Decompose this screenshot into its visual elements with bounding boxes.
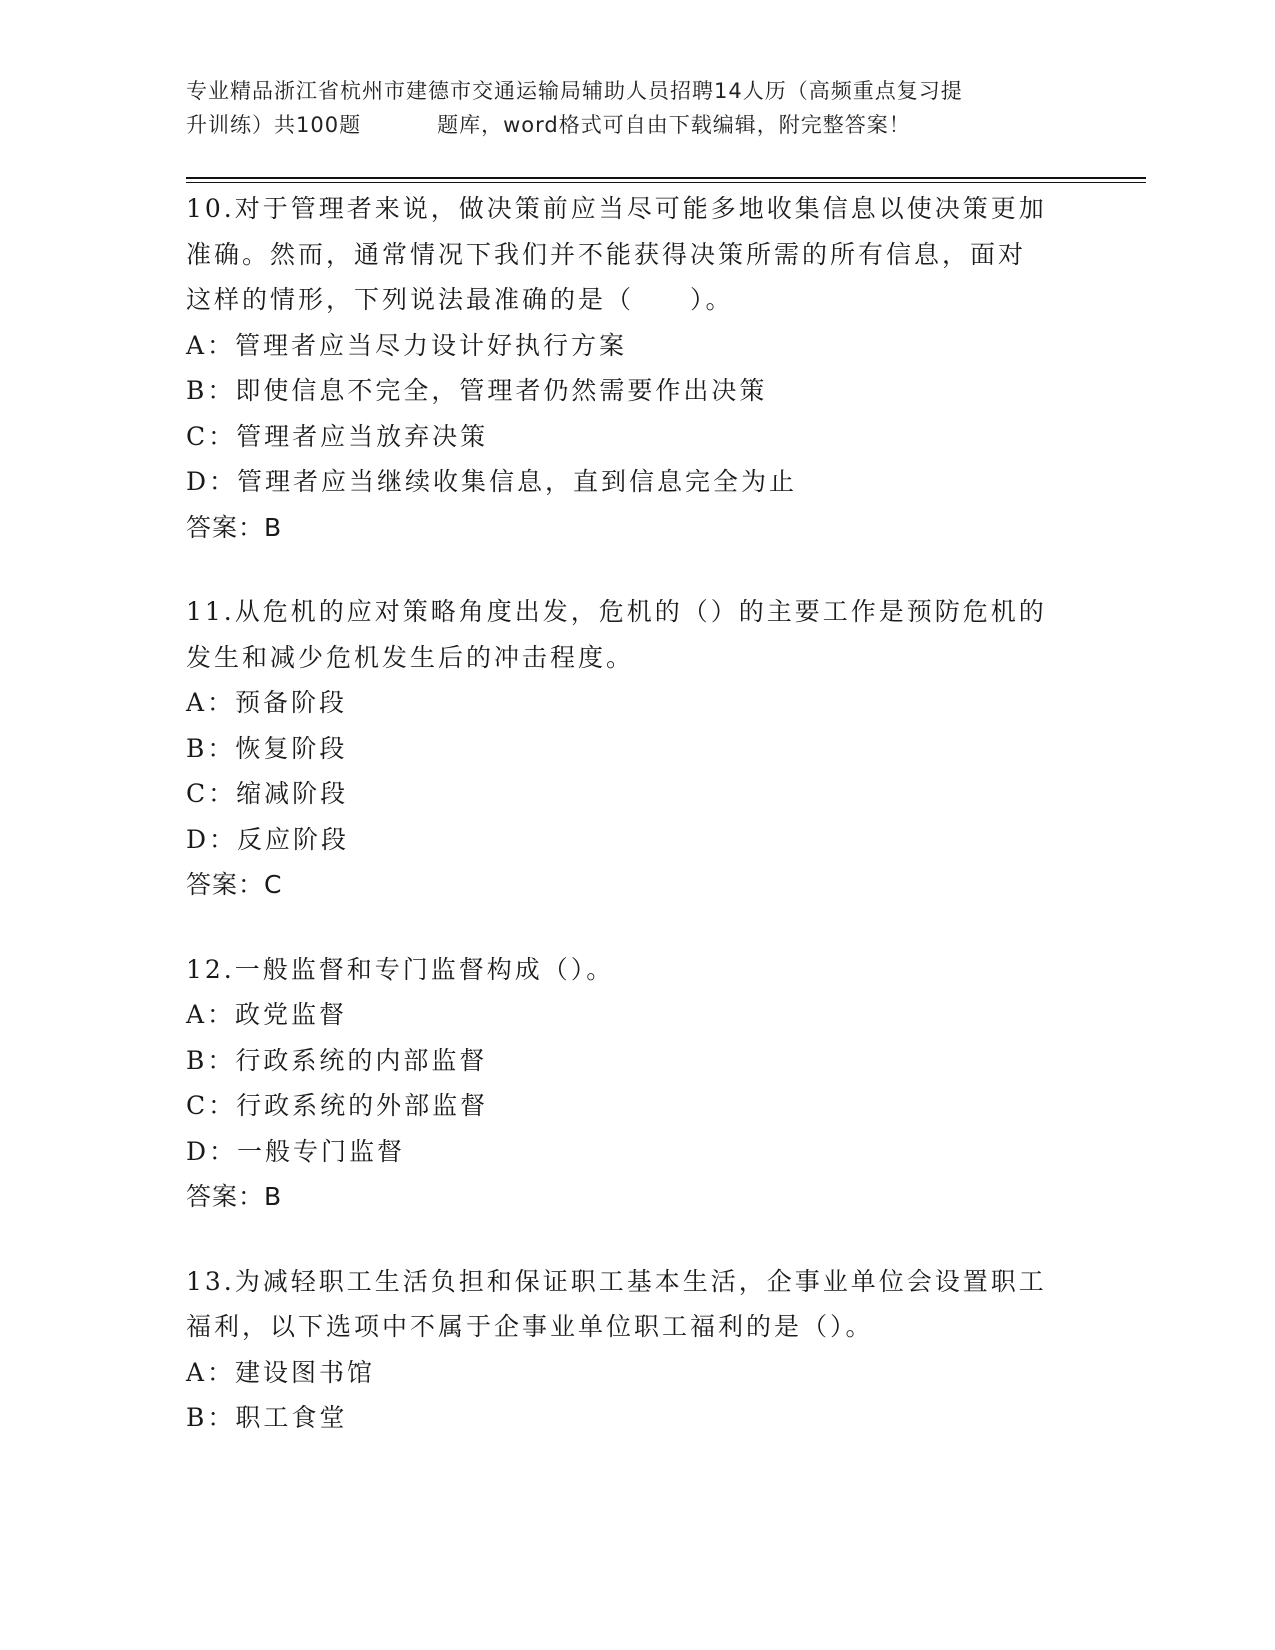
question-stem-line: 11.从危机的应对策略角度出发，危机的（）的主要工作是预防危机的 (186, 597, 1047, 626)
answer-line: 答案：C (186, 870, 283, 899)
question-11 (186, 589, 1086, 908)
header-line-2-part-a: 升训练）共100题 (186, 113, 362, 137)
option-b: B：恢复阶段 (186, 733, 348, 763)
document-header (186, 74, 1086, 142)
option-a: A：预备阶段 (186, 688, 348, 717)
question-stem-line: 福利，以下选项中不属于企事业单位职工福利的是（）。 (186, 1312, 874, 1341)
question-12 (186, 947, 1086, 1220)
question-stem-line: 12.一般监督和专门监督构成（）。 (186, 954, 615, 984)
option-b: B：即使信息不完全，管理者仍然需要作出决策 (186, 376, 768, 405)
option-d: D：反应阶段 (186, 824, 350, 854)
header-line-1: 专业精品浙江省杭州市建德市交通运输局辅助人员招聘14人历（高频重点复习提 (186, 79, 963, 103)
answer-line: 答案：B (186, 512, 283, 542)
question-stem-line: 13.为减轻职工生活负担和保证职工基本生活，企事业单位会设置职工 (186, 1266, 1047, 1296)
option-c: C：行政系统的外部监督 (186, 1091, 489, 1120)
header-line-2 (186, 108, 1086, 142)
option-d: D：管理者应当继续收集信息，直到信息完全为止 (186, 467, 798, 496)
option-d: D：一般专门监督 (186, 1136, 406, 1166)
option-b: B：行政系统的内部监督 (186, 1045, 488, 1075)
option-a: A：建设图书馆 (186, 1357, 376, 1387)
header-divider-thick (186, 177, 1146, 179)
option-c: C：缩减阶段 (186, 779, 349, 808)
question-13 (186, 1259, 1086, 1441)
option-a: A：政党监督 (186, 1000, 348, 1029)
question-stem-line: 准确。然而，通常情况下我们并不能获得决策所需的所有信息，面对 (186, 239, 1027, 269)
header-line-2-part-b: 题库，word格式可自由下载编辑，附完整答案！ (437, 113, 911, 137)
question-list (186, 186, 1086, 1480)
answer-line: 答案：B (186, 1182, 283, 1211)
question-stem-line: 发生和减少危机发生后的冲击程度。 (186, 642, 635, 672)
option-c: C：管理者应当放弃决策 (186, 421, 489, 451)
option-a: A：管理者应当尽力设计好执行方案 (186, 330, 628, 360)
question-10 (186, 186, 1086, 550)
question-stem-line: 这样的情形，下列说法最准确的是（ ）。 (186, 285, 734, 314)
option-b: B：职工食堂 (186, 1403, 348, 1432)
question-stem-line: 10.对于管理者来说，做决策前应当尽可能多地收集信息以使决策更加 (186, 194, 1047, 223)
header-divider-thin (186, 182, 1146, 183)
